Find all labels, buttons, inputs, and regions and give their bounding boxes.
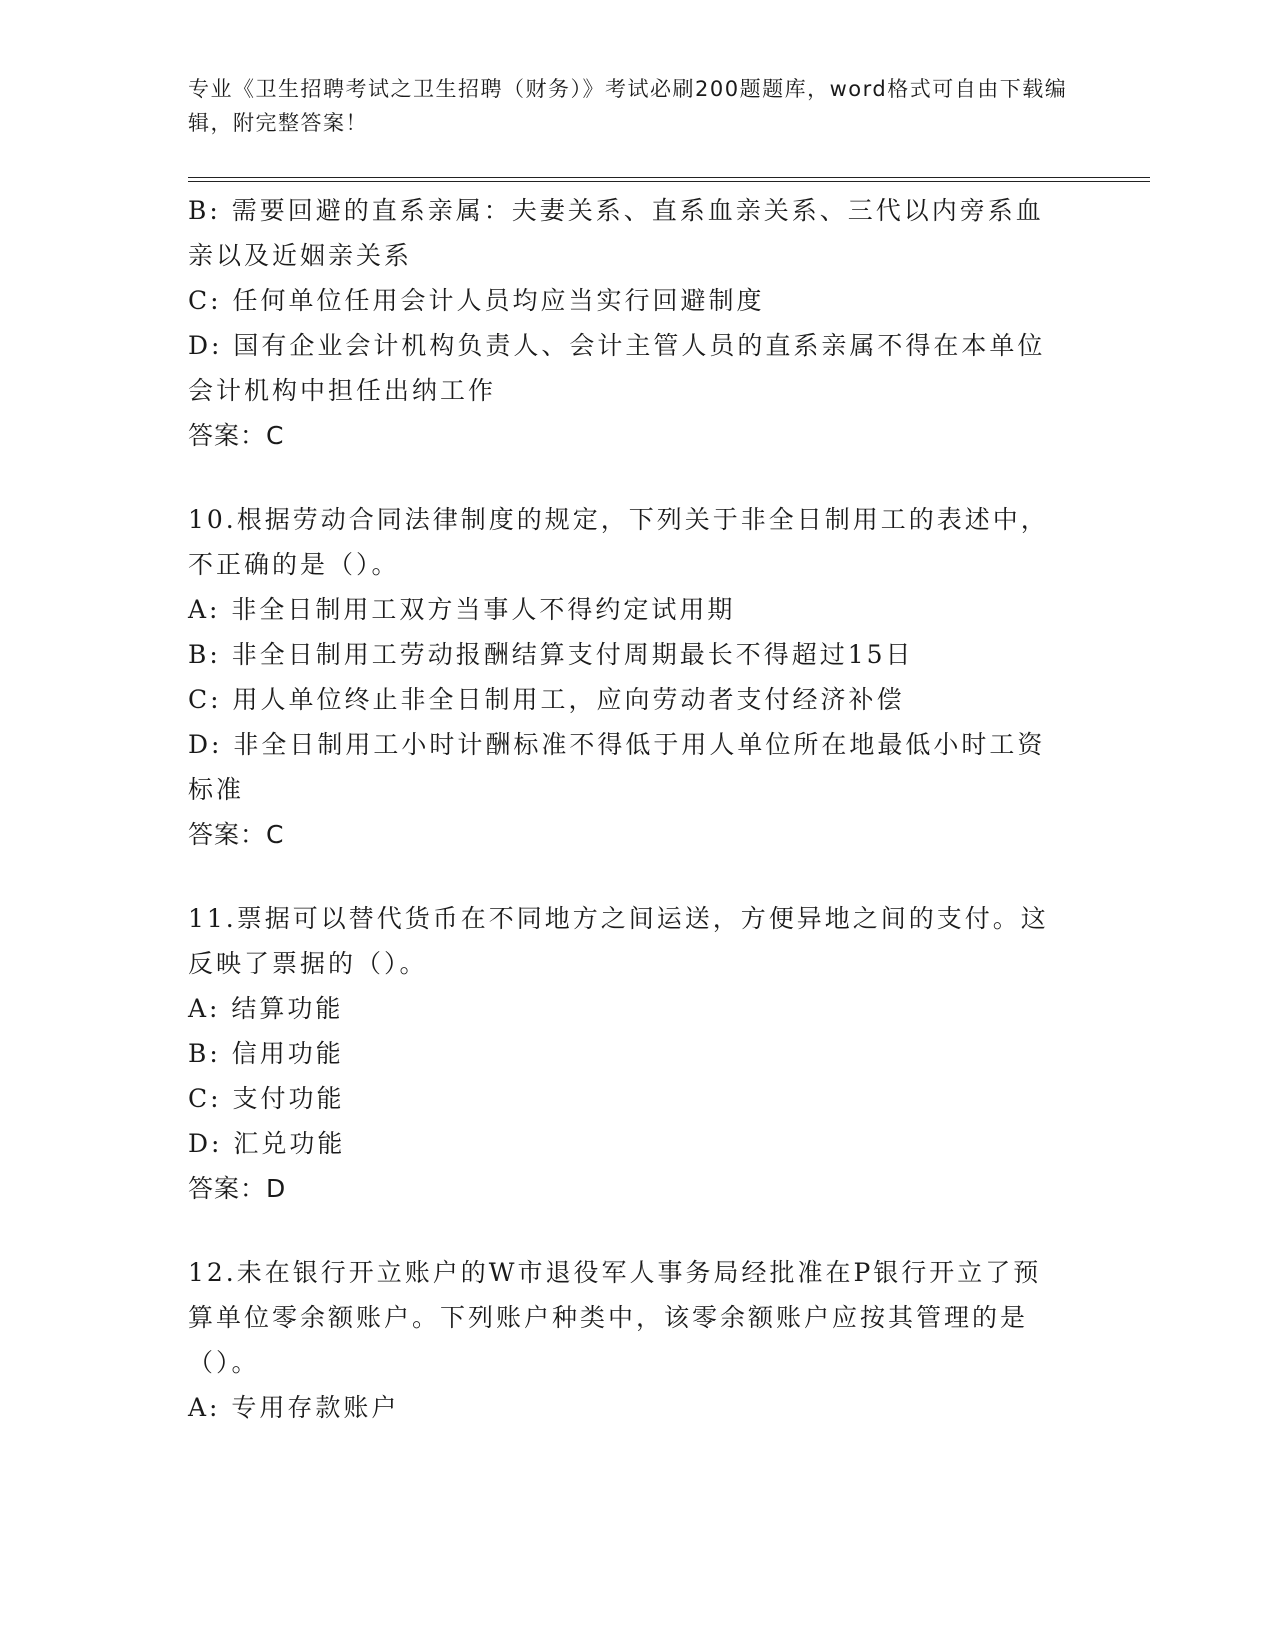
question-10 xyxy=(188,497,1068,858)
header-divider xyxy=(188,177,1150,182)
option-d: D: 国有企业会计机构负责人、会计主管人员的直系亲属不得在本单位会计机构中担任出纳工作 xyxy=(188,331,1046,405)
option-b: B: 非全日制用工劳动报酬结算支付周期最长不得超过15日 xyxy=(188,640,914,669)
option-b: B: 需要回避的直系亲属：夫妻关系、直系血亲关系、三代以内旁系血亲以及近姻亲关系 xyxy=(188,196,1044,270)
question-stem: 11.票据可以替代货币在不同地方之间运送，方便异地之间的支付。这反映了票据的（）。 xyxy=(188,904,1049,978)
option-a: A: 结算功能 xyxy=(188,994,344,1023)
question-stem: 10.根据劳动合同法律制度的规定，下列关于非全日制用工的表述中，不正确的是（）。 xyxy=(188,505,1049,579)
option-a: A: 非全日制用工双方当事人不得约定试用期 xyxy=(188,595,736,624)
document-header xyxy=(188,72,1068,140)
option-d: D: 汇兑功能 xyxy=(188,1129,346,1158)
question-9-continued xyxy=(188,188,1068,459)
option-d: D: 非全日制用工小时计酬标准不得低于用人单位所在地最低小时工资标准 xyxy=(188,730,1046,804)
answer: 答案：D xyxy=(188,1174,287,1203)
question-12 xyxy=(188,1250,1068,1430)
question-11 xyxy=(188,896,1068,1212)
option-b: B: 信用功能 xyxy=(188,1039,344,1068)
answer: 答案：C xyxy=(188,421,285,450)
option-a: A: 专用存款账户 xyxy=(188,1393,400,1422)
answer: 答案：C xyxy=(188,820,285,849)
option-c: C: 用人单位终止非全日制用工，应向劳动者支付经济补偿 xyxy=(188,685,905,714)
option-c: C: 任何单位任用会计人员均应当实行回避制度 xyxy=(188,286,765,315)
document-body xyxy=(188,188,1068,1430)
option-c: C: 支付功能 xyxy=(188,1084,345,1113)
document-title: 专业《卫生招聘考试之卫生招聘（财务）》考试必刷200题题库，word格式可自由下载编辑，附完整答案！ xyxy=(188,77,1068,135)
question-stem: 12.未在银行开立账户的W市退役军人事务局经批准在P银行开立了预算单位零余额账户。下列账户种类中，该零余额账户应按其管理的是（）。 xyxy=(188,1258,1042,1377)
